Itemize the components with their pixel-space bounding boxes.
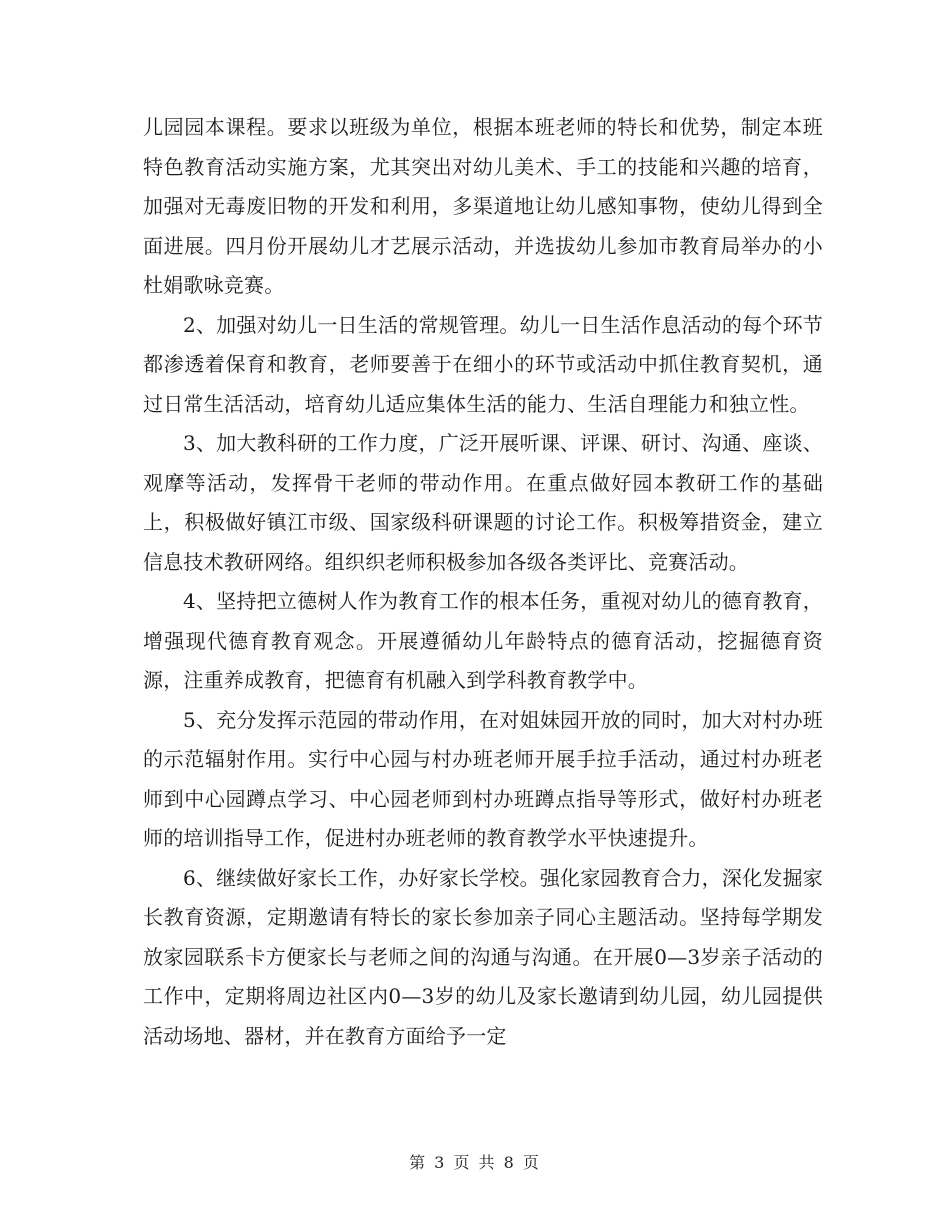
document-body xyxy=(143,108,823,1056)
paragraph-item-6: 6、继续做好家长工作，办好家长学校。强化家园教育合力，深化发掘家长教育资源，定期邀请有特长的家长参加亲子同心主题活动。坚持每学期发放家园联系卡方便家长与老师之间的沟通与沟通。在开展0—3岁亲子活动的工作中，定期将周边社区内0—3岁的幼儿及家长邀请到幼儿园，幼儿园提供活动场地、器材，并在教育方面给予一定 xyxy=(143,865,823,1048)
paragraph-item-4: 4、坚持把立德树人作为教育工作的根本任务，重视对幼儿的德育教育，增强现代德育教育观念。开展遵循幼儿年龄特点的德育活动，挖掘德育资源，注重养成教育，把德育有机融入到学科教育教学中。 xyxy=(143,589,823,692)
page-number-footer: 第 3 页 共 8 页 xyxy=(409,1153,541,1172)
paragraph-continuation: 儿园园本课程。要求以班级为单位，根据本班老师的特长和优势，制定本班特色教育活动实施方案，尤其突出对幼儿美术、手工的技能和兴趣的培育，加强对无毒废旧物的开发和利用，多渠道地让幼儿感知事物，使幼儿得到全面进展。四月份开展幼儿才艺展示活动，并选拔幼儿参加市教育局举办的小杜娟歌咏竞赛。 xyxy=(143,115,823,297)
paragraph-item-3: 3、加大教科研的工作力度，广泛开展听课、评课、研讨、沟通、座谈、观摩等活动，发挥骨干老师的带动作用。在重点做好园本教研工作的基础上，积极做好镇江市级、国家级科研课题的讨论工作。积极筹措资金，建立信息技术教研网络。组织织老师积极参加各级各类评比、竞赛活动。 xyxy=(143,431,823,574)
paragraph-item-5: 5、充分发挥示范园的带动作用，在对姐妹园开放的同时，加大对村办班的示范辐射作用。实行中心园与村办班老师开展手拉手活动，通过村办班老师到中心园蹲点学习、中心园老师到村办班蹲点指导等形式，做好村办班老师的培训指导工作，促进村办班老师的教育教学水平快速提升。 xyxy=(143,707,823,850)
paragraph-item-2: 2、加强对幼儿一日生活的常规管理。幼儿一日生活作息活动的每个环节都渗透着保育和教育，老师要善于在细小的环节或活动中抓住教育契机，通过日常生活活动，培育幼儿适应集体生活的能力、生活自理能力和独立性。 xyxy=(143,312,823,416)
